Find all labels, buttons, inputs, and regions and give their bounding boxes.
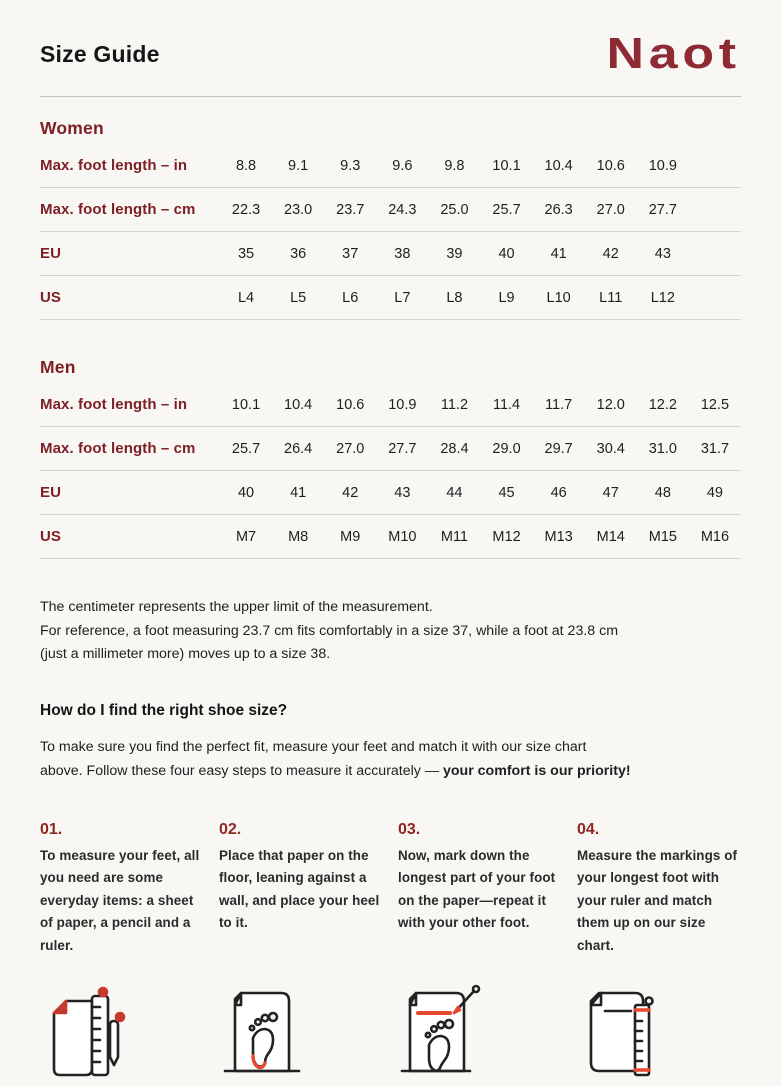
size-cell: 11.7 (545, 396, 573, 413)
step-3 (398, 821, 562, 958)
size-cell: 42 (602, 245, 619, 262)
size-cell: M9 (340, 528, 361, 545)
men-size-table (40, 383, 741, 559)
size-cell: 9.8 (444, 157, 465, 174)
step-icons (40, 983, 741, 1083)
step-number: 01. (40, 820, 63, 838)
step-text: Now, mark down the longest part of your foot on the paper—repeat it with your other foot. (398, 847, 556, 930)
step-number: 02. (219, 820, 242, 838)
size-cell: 22.3 (231, 201, 261, 218)
size-cell: 27.7 (648, 201, 677, 218)
size-cell: 43 (394, 484, 411, 501)
size-cell: M8 (288, 528, 309, 545)
size-cell: 25.7 (492, 201, 521, 218)
size-cell: 10.1 (492, 157, 521, 174)
size-cell: 26.3 (544, 201, 573, 218)
size-cell: 25.7 (231, 440, 261, 457)
size-cell: M10 (388, 528, 417, 545)
size-cell: 9.1 (288, 157, 309, 174)
men-section-title: Men (40, 357, 76, 377)
size-cell: 23.7 (336, 201, 365, 218)
size-cell: 41 (550, 245, 567, 262)
row-label: Max. foot length – cm (40, 201, 196, 218)
page-title: Size Guide (40, 40, 160, 67)
women-size-table (40, 144, 741, 320)
size-cell: M16 (700, 528, 730, 545)
size-cell: 39 (446, 245, 463, 262)
table-row (40, 383, 741, 427)
howto-intro-line2: above. Follow these four easy steps to measure it accurately — (40, 762, 443, 779)
size-cell: 36 (290, 245, 307, 262)
row-label: Max. foot length – in (40, 396, 188, 413)
size-cell: M15 (648, 528, 677, 545)
size-cell: L5 (290, 289, 307, 306)
table-row (40, 515, 741, 559)
step-number: 03. (398, 820, 421, 838)
step-number: 04. (577, 820, 600, 838)
size-cell: 48 (654, 484, 671, 501)
size-cell: 47 (602, 484, 619, 501)
women-section-title: Women (40, 118, 104, 138)
size-cell: L9 (498, 289, 515, 306)
size-cell: 10.1 (231, 396, 261, 413)
size-cell: 43 (654, 245, 671, 262)
naot-logo: Naot (606, 29, 741, 78)
size-cell: M12 (492, 528, 521, 545)
header-divider (40, 96, 741, 97)
size-cell: 37 (342, 245, 359, 262)
size-cell: M11 (440, 528, 468, 545)
size-cell: 27.0 (596, 201, 625, 218)
size-cell: L8 (446, 289, 463, 306)
howto-intro (40, 735, 741, 783)
row-label: Max. foot length – cm (40, 440, 196, 457)
note-line: (just a millimeter more) moves up to a size 38. (40, 646, 331, 662)
size-cell: 26.4 (284, 440, 313, 457)
size-cell: 8.8 (235, 157, 257, 174)
size-cell: 27.7 (388, 440, 417, 457)
step-text: Measure the markings of your longest foot with your ruler and match them up on our size chart. (577, 847, 738, 953)
size-cell: L7 (394, 289, 411, 306)
size-cell: 40 (498, 245, 515, 262)
size-cell: 30.4 (596, 440, 625, 457)
size-cell: M14 (596, 528, 625, 545)
note-line: For reference, a foot measuring 23.7 cm fits comfortably in a size 37, while a foot at 23.8 cm (40, 622, 619, 639)
size-cell: L10 (546, 289, 571, 306)
measurement-note (40, 596, 741, 667)
step-text: To measure your feet, all you need are some everyday items: a sheet of paper, a pencil and a ruler. (40, 847, 200, 953)
size-cell: 29.7 (544, 440, 573, 457)
header (40, 26, 741, 82)
step-1 (40, 821, 204, 958)
size-cell: M13 (544, 528, 573, 545)
size-cell: 10.9 (648, 157, 677, 174)
size-cell: 42 (342, 484, 359, 501)
row-label: EU (40, 245, 62, 262)
size-cell: 9.6 (392, 157, 413, 174)
size-cell: L12 (650, 289, 675, 306)
size-cell: 29.0 (492, 440, 521, 457)
table-row (40, 276, 741, 320)
size-cell: 44 (446, 484, 463, 501)
row-label: US (40, 289, 62, 306)
table-row (40, 144, 741, 188)
howto-intro-line1: To make sure you find the perfect fit, measure your feet and match it with our size chart (40, 738, 587, 755)
size-cell: 41 (290, 484, 307, 501)
size-cell: 49 (706, 484, 723, 501)
step-2 (219, 821, 383, 958)
howto-heading: How do I find the right shoe size? (40, 701, 288, 719)
steps (40, 821, 741, 958)
size-cell: 12.5 (700, 396, 730, 413)
size-cell: 12.2 (648, 396, 677, 413)
size-cell: 23.0 (284, 201, 313, 218)
paper-footprint-pencil-icon (398, 983, 508, 1083)
note-line: The centimeter represents the upper limit of the measurement. (40, 599, 433, 615)
size-cell: 11.4 (492, 396, 521, 413)
table-row (40, 232, 741, 276)
paper-ruler-pencil-icon (40, 983, 150, 1083)
size-cell: 10.6 (336, 396, 365, 413)
size-cell: 40 (237, 484, 255, 501)
size-cell: 25.0 (440, 201, 469, 218)
size-cell: 10.6 (596, 157, 625, 174)
row-label: US (40, 528, 62, 545)
table-row (40, 188, 741, 232)
row-label: EU (40, 484, 62, 501)
size-cell: 27.0 (336, 440, 365, 457)
size-cell: 24.3 (388, 201, 417, 218)
step-4 (577, 821, 741, 958)
size-cell: 10.9 (388, 396, 417, 413)
size-cell: 28.4 (440, 440, 469, 457)
size-cell: 38 (394, 245, 411, 262)
size-cell: 31.0 (648, 440, 677, 457)
size-cell: 11.2 (440, 396, 469, 413)
paper-ruler-marks-icon (577, 983, 687, 1083)
size-cell: 45 (498, 484, 515, 501)
size-cell: 31.7 (700, 440, 730, 457)
size-cell: 46 (550, 484, 567, 501)
size-cell: 9.3 (340, 157, 361, 174)
size-cell: 10.4 (284, 396, 313, 413)
howto-intro-bold: your comfort is our priority! (442, 762, 631, 779)
paper-footprint-icon (219, 983, 329, 1083)
size-cell: L4 (237, 289, 255, 306)
table-row (40, 471, 741, 515)
size-cell: 12.0 (596, 396, 625, 413)
size-cell: 35 (237, 245, 255, 262)
size-cell: L6 (342, 289, 359, 306)
step-text: Place that paper on the floor, leaning against a wall, and place your heel to it. (219, 847, 380, 930)
size-cell: M7 (235, 528, 257, 545)
row-label: Max. foot length – in (40, 157, 188, 174)
size-cell: 10.4 (544, 157, 573, 174)
size-cell: L11 (599, 289, 623, 306)
table-row (40, 427, 741, 471)
